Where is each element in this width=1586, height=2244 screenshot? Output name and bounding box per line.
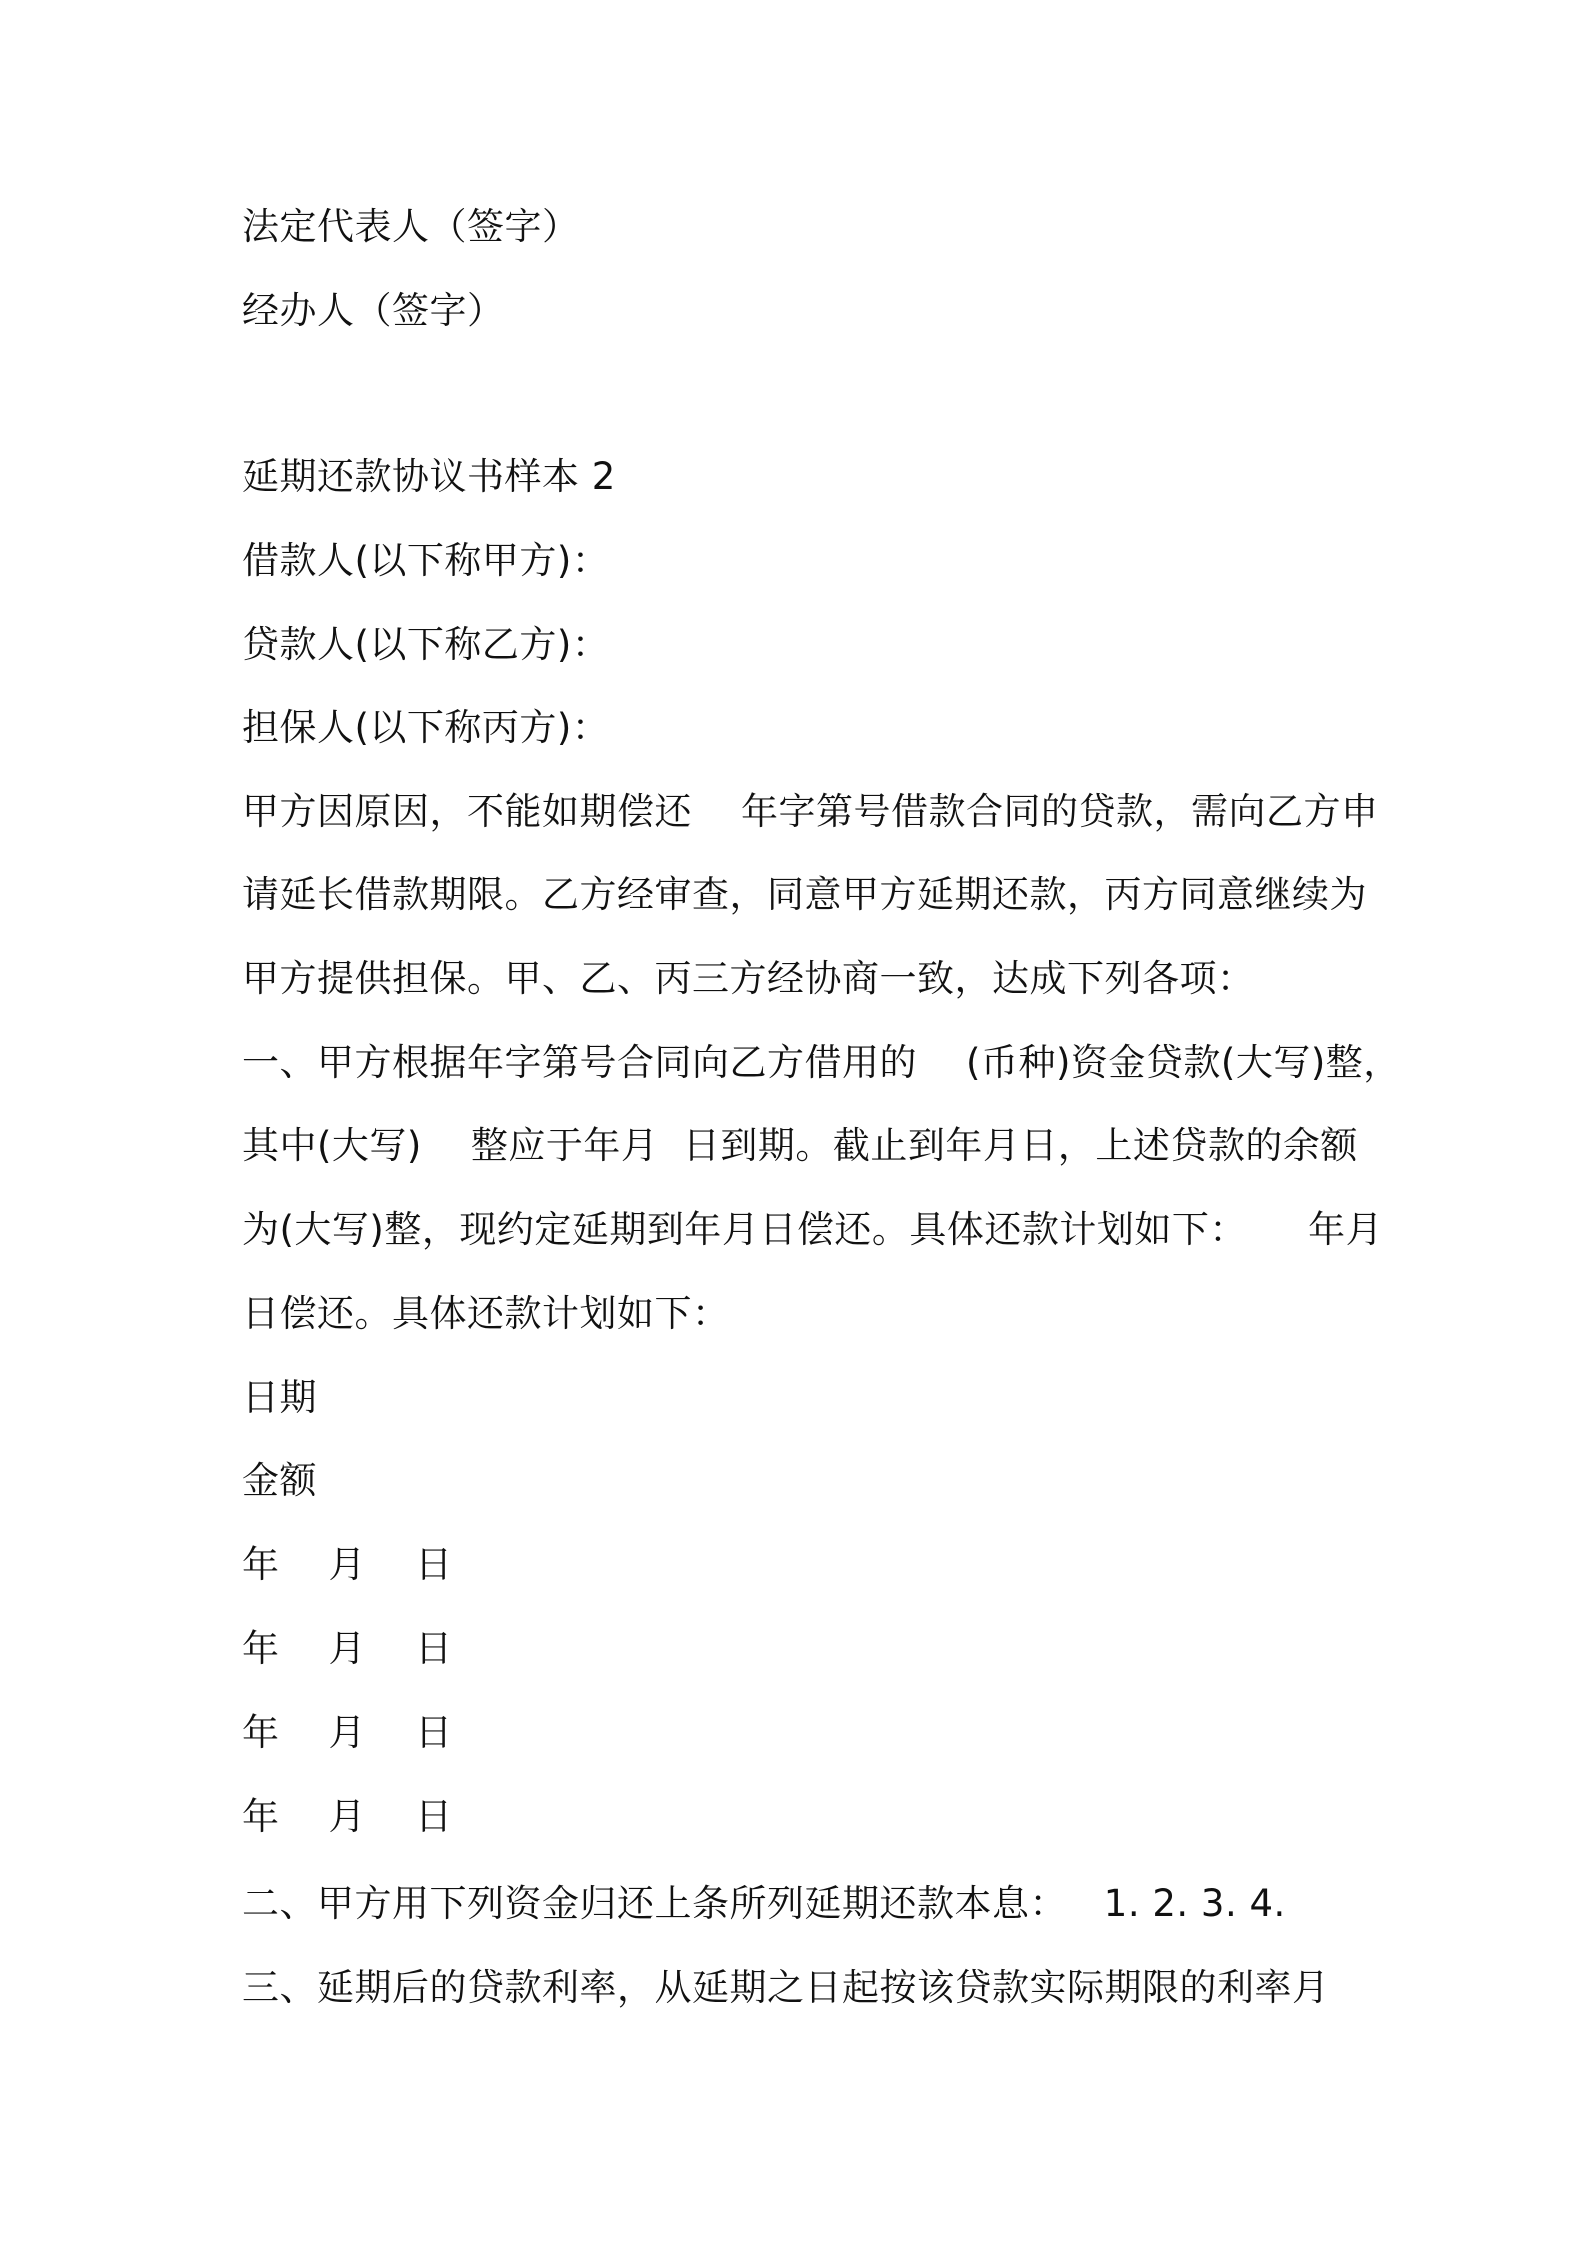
table-row: 年 月 日: [242, 1543, 453, 1586]
lender-line: 贷款人(以下称乙方)：: [242, 623, 610, 666]
borrower-line: 借款人(以下称甲方)：: [242, 539, 610, 582]
legal-rep-signature-line: 法定代表人（签字）: [242, 205, 580, 248]
clause2-line: 二、甲方用下列资金归还上条所列延期还款本息： 1. 2. 3. 4.: [242, 1882, 1286, 1925]
agreement-title: 延期还款协议书样本 2: [242, 455, 616, 498]
guarantor-line: 担保人(以下称丙方)：: [242, 706, 610, 749]
table-header-date: 日期: [242, 1376, 317, 1419]
intro-line-3: 甲方提供担保。甲、乙、丙三方经协商一致，达成下列各项：: [242, 957, 1255, 1000]
clause1-line-4: 日偿还。具体还款计划如下：: [242, 1292, 730, 1335]
table-row: 年 月 日: [242, 1627, 453, 1670]
clause3-line: 三、延期后的贷款利率，从延期之日起按该贷款实际期限的利率月: [242, 1966, 1330, 2009]
intro-line-2: 请延长借款期限。乙方经审查，同意甲方延期还款，丙方同意继续为: [242, 873, 1367, 916]
intro-line-1: 甲方因原因，不能如期偿还 年字第号借款合同的贷款，需向乙方申: [242, 790, 1379, 833]
clause1-line-1: 一、甲方根据年字第号合同向乙方借用的 (币种)资金贷款(大写)整，: [242, 1041, 1401, 1084]
table-header-amount: 金额: [242, 1459, 317, 1502]
clause1-line-3: 为(大写)整，现约定延期到年月日偿还。具体还款计划如下： 年月: [242, 1208, 1384, 1251]
clause1-line-2: 其中(大写) 整应于年月 日到期。截止到年月日，上述贷款的余额: [242, 1124, 1358, 1167]
table-row: 年 月 日: [242, 1711, 453, 1754]
handler-signature-line: 经办人（签字）: [242, 289, 505, 332]
table-row: 年 月 日: [242, 1795, 453, 1838]
